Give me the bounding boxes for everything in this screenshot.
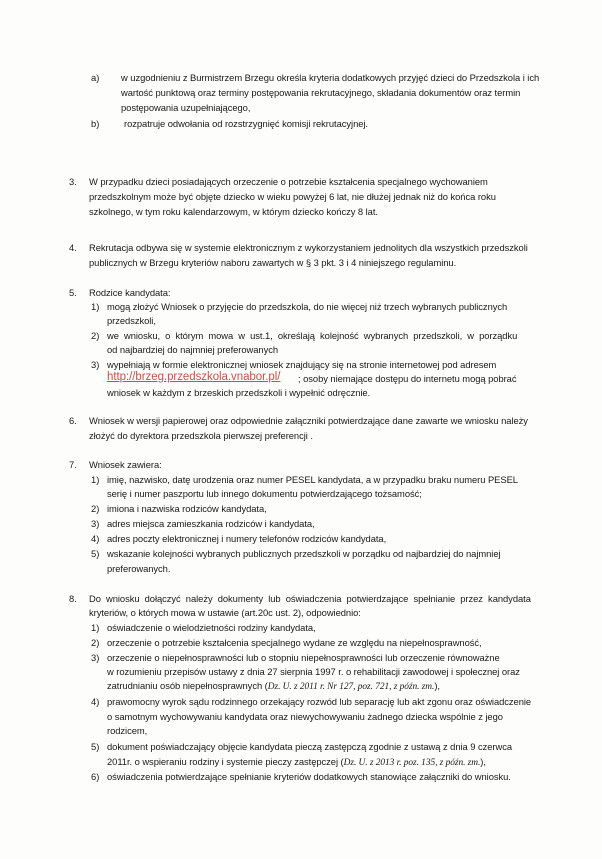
section-5-title: Rodzice kandydata: — [89, 287, 171, 298]
section-8-item-5-citation: Dz. U. z 2013 r. poz. 135, z późn. zm. — [343, 758, 481, 768]
section-3-line-2: przedszkolnym może być objęte dziecko w wieku powyżej 6 lat, nie dłużej jednak niż do końca roku — [89, 191, 496, 202]
section-7-title: Wniosek zawiera: — [89, 459, 162, 470]
section-7-item-1-line-1: imię, nazwisko, datę urodzenia oraz numer PESEL kandydata, a w przypadku braku numeru PESEL — [107, 474, 518, 485]
section-8-item-3-suffix: ), — [434, 680, 440, 691]
section-8-item-1-line-1: oświadczenie o wielodzietności rodziny kandydata, — [107, 622, 316, 633]
section-8-item-4-line-3: rodzicem, — [107, 725, 148, 736]
item-a-label: a) — [91, 72, 100, 83]
section-8-item-5-line-2 — [107, 756, 486, 769]
section-8-item-5-label: 5) — [91, 741, 100, 752]
section-3-label: 3. — [69, 176, 77, 187]
section-5-item-3-last-line: wniosek w każdym z brzeskich przedszkoli i wypełnić odręcznie. — [107, 387, 371, 398]
vnabor-link[interactable]: http://brzeg.przedszkola.vnabor.pl/ — [107, 371, 281, 383]
section-5-item-3-label: 3) — [91, 359, 100, 370]
section-7-item-1-line-2: serię i numer paszportu lub innego dokumentu potwierdzającego tożsamość; — [107, 488, 422, 499]
section-8-item-1-label: 1) — [91, 622, 100, 633]
item-b-line-1: rozpatruje odwołania od rozstrzygnięć komisji rekrutacyjnej. — [124, 118, 368, 129]
section-6-label: 6. — [69, 415, 77, 426]
section-4-label: 4. — [69, 242, 77, 253]
section-7-item-3-line-1: adres miejsca zamieszkania rodziców i kandydata, — [107, 518, 315, 529]
section-5-item-3-line-1: wypełniają w formie elektronicznej wniosek znajdujący się na stronie internetowej pod adresem — [107, 359, 497, 370]
section-5-item-2-line-1: we wniosku, o którym mowa w ust.1, określają kolejność wybranych przedszkoli, w porządku — [107, 330, 518, 341]
section-8-item-3-citation: Dz. U. z 2011 r. Nr 127, poz. 721, z późn. zm. — [267, 682, 435, 692]
section-6-line-1: Wniosek w wersji papierowej oraz odpowiednie załączniki potwierdzające dane zawarte we wniosku należy — [89, 415, 528, 426]
section-7-item-3-label: 3) — [91, 518, 100, 529]
section-7-item-5-label: 5) — [91, 548, 100, 559]
item-b-label: b) — [91, 118, 100, 129]
section-7-item-4-label: 4) — [91, 533, 100, 544]
section-7-label: 7. — [69, 459, 77, 470]
section-7-item-4-line-1: adres poczty elektronicznej i numery telefonów rodziców kandydata, — [107, 533, 387, 544]
section-8-item-4-label: 4) — [91, 696, 100, 707]
section-5-label: 5. — [69, 287, 77, 298]
section-8-item-3-label: 3) — [91, 652, 100, 663]
section-3-line-1: W przypadku dzieci posiadających orzeczenie o potrzebie kształcenia specjalnego wychowaniem — [89, 176, 488, 187]
section-8-item-5-line-1: dokument poświadczający objęcie kandydata pieczą zastępczą zgodnie z ustawą z dnia 9 czerwca — [107, 741, 513, 752]
section-8-line-2: kryteriów, o których mowa w ustawie (art.20c ust. 2), odpowiednio: — [89, 607, 361, 618]
section-8-item-2-line-1: orzeczenie o potrzebie kształcenia specjalnego wydane ze względu na niepełnosprawność, — [107, 637, 482, 648]
section-8-item-6-label: 6) — [91, 771, 100, 782]
section-6-line-2: złożyć do dyrektora przedszkola pierwszej preferencji . — [89, 430, 313, 441]
section-8-item-3-line-2: w rozumieniu przepisów ustawy z dnia 27 sierpnia 1997 r. o rehabilitacji zawodowej i społecznej oraz — [107, 666, 520, 677]
section-8-item-5-prefix: 2011r. o wspieraniu rodziny i systemie pieczy zastępczej ( — [107, 756, 344, 767]
section-8-item-4-line-2: o samotnym wychowywaniu kandydata oraz niewychowywaniu żadnego dziecka wspólnie z jego — [107, 711, 503, 722]
section-8-item-6-line-1: oświadczenia potwierdzające spełnianie kryteriów dodatkowych stanowiące załączniki do wniosku. — [107, 771, 511, 782]
section-5-item-1-label: 1) — [91, 301, 100, 312]
section-7-item-2-line-1: imiona i nazwiska rodziców kandydata, — [107, 503, 267, 514]
item-a-line-2: wartość punktową oraz terminy postępowania rekrutacyjnego, składania dokumentów oraz termin — [121, 87, 521, 98]
section-8-label: 8. — [69, 593, 77, 604]
section-5-item-2-line-2: od najbardziej do najmniej preferowanych — [107, 344, 279, 355]
section-8-item-3-prefix: zatrudnianiu osób niepełnosprawnych ( — [107, 680, 268, 691]
section-5-item-1-line-1: mogą złożyć Wniosek o przyjęcie do przedszkola, do nie więcej niż trzech wybranych publicznych — [107, 301, 508, 312]
section-7-item-5-line-1: wskazanie kolejności wybranych publicznych przedszkoli w porządku od najbardziej do najmniej — [107, 548, 501, 559]
section-8-item-4-line-1: prawomocny wyrok sądu rodzinnego orzekający rozwód lub separację lub akt zgonu oraz oświadczenie — [107, 696, 532, 707]
section-7-item-5-line-2: preferowanych. — [107, 563, 171, 574]
item-a-line-3: postępowania uzupełniającego, — [121, 102, 251, 113]
section-8-line-1: Do wniosku dołączyć należy dokumenty lub oświadczenia potwierdzające spełnianie przez kandydata — [89, 593, 531, 604]
item-a-line-1: w uzgodnieniu z Burmistrzem Brzegu określa kryteria dodatkowych przyjęć dzieci do Przedszkola i ich — [121, 72, 540, 83]
section-4-line-2: publicznych w Brzegu kryteriów naboru zawartych w § 3 pkt. 3 i 4 niniejszego regulaminu. — [89, 257, 457, 268]
section-8-item-2-label: 2) — [91, 637, 100, 648]
section-8-item-5-suffix: ), — [480, 756, 486, 767]
section-8-item-3-line-1: orzeczenie o niepełnosprawności lub o stopniu niepełnosprawności lub orzeczenie równoważne — [107, 652, 500, 663]
section-5-item-3-after-link: ; osoby niemające dostępu do internetu mogą pobrać — [298, 373, 517, 384]
section-3-line-3: szkolnego, w tym roku kalendarzowym, w którym dziecko kończy 8 lat. — [89, 206, 378, 217]
section-7-item-2-label: 2) — [91, 503, 100, 514]
section-7-item-1-label: 1) — [91, 474, 100, 485]
section-5-item-2-label: 2) — [91, 330, 100, 341]
section-5-item-1-line-2: przedszkoli, — [107, 315, 156, 326]
section-8-item-3-line-3 — [107, 680, 440, 693]
section-4-line-1: Rekrutacja odbywa się w systemie elektronicznym z wykorzystaniem jednolitych dla wszystkich przedszkoli — [89, 242, 528, 253]
